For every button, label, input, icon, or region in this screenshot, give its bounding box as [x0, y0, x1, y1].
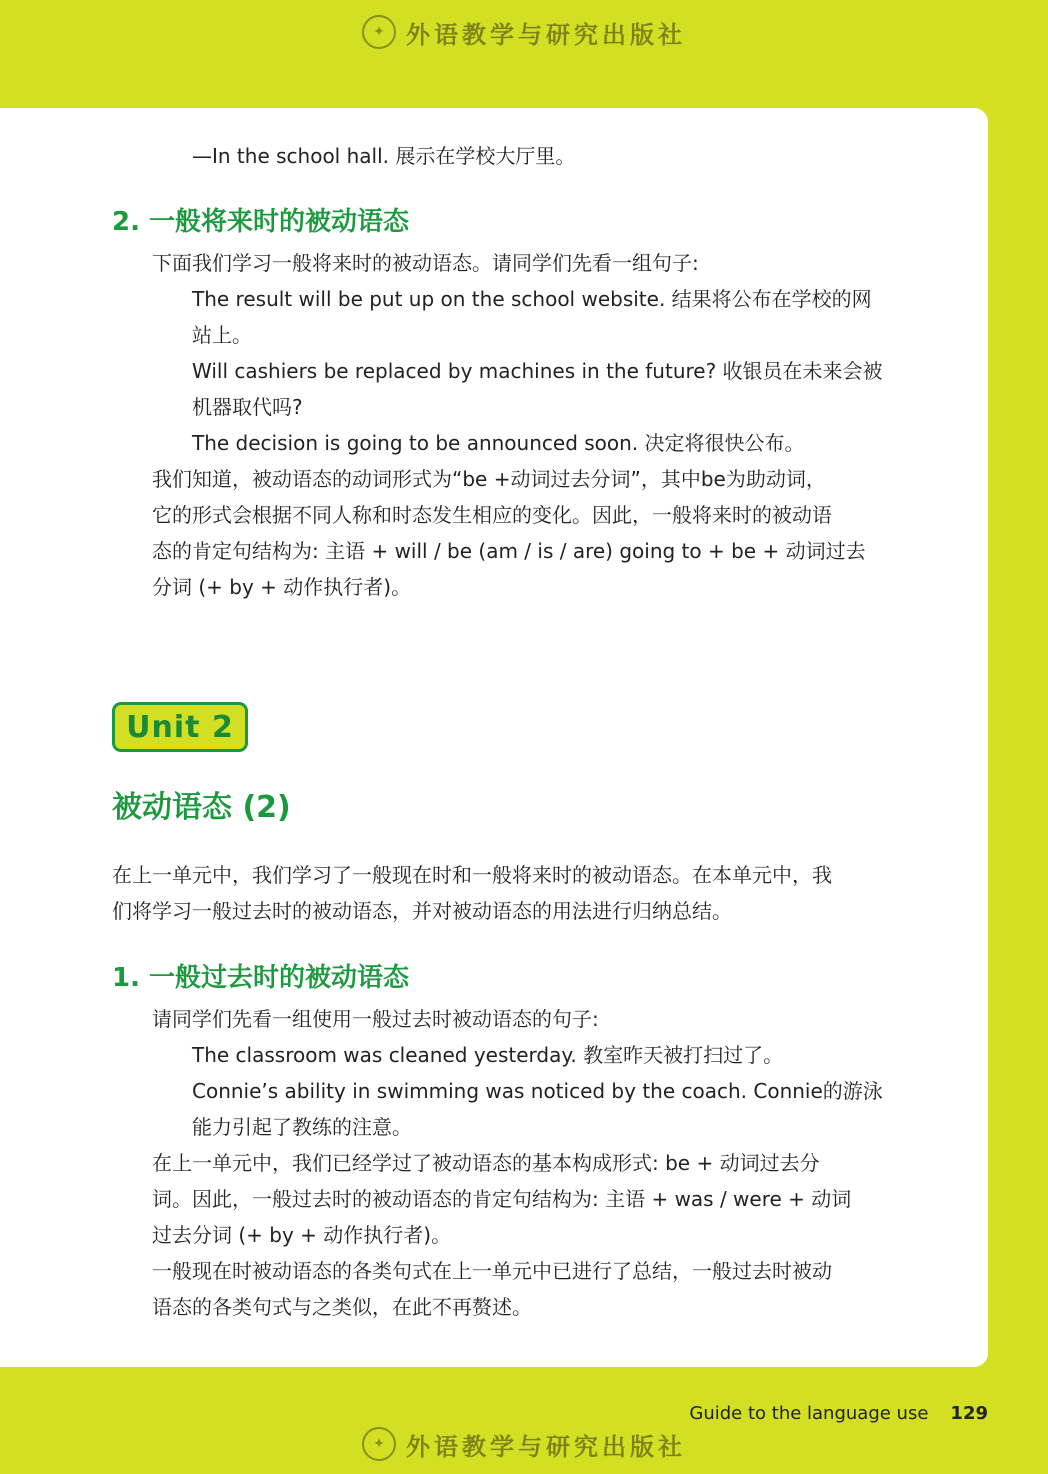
publisher-name: 外语教学与研究出版社: [406, 20, 686, 49]
example-line: Connie’s ability in swimming was noticed by the coach. Connie的游泳: [192, 1079, 883, 1103]
publisher-name: 外语教学与研究出版社: [406, 1432, 686, 1461]
section-heading-future: 2. 一般将来时的被动语态: [112, 207, 410, 237]
explanation-line: 它的形式会根据不同人称和时态发生相应的变化。因此，一般将来时的被动语: [152, 503, 832, 527]
footer-guide-text: Guide to the language use: [689, 1403, 929, 1424]
section-intro-past: 请同学们先看一组使用一般过去时被动语态的句子:: [152, 1007, 599, 1031]
example-line: 能力引起了教练的注意。: [192, 1115, 412, 1139]
publisher-footer: [0, 1424, 1048, 1464]
explanation-line: 语态的各类句式与之类似，在此不再赘述。: [152, 1295, 532, 1319]
unit-intro-line: 在上一单元中，我们学习了一般现在时和一般将来时的被动语态。在本单元中，我: [112, 863, 832, 887]
page-number: 129: [950, 1403, 988, 1424]
explanation-line: 一般现在时被动语态的各类句式在上一单元中已进行了总结，一般过去时被动: [152, 1259, 832, 1283]
answer-line: —In the school hall. 展示在学校大厅里。: [192, 144, 576, 168]
unit-badge: Unit 2: [112, 702, 248, 752]
page-content: [0, 108, 988, 1367]
example-line: 站上。: [192, 323, 252, 347]
publisher-logo-icon: ✦: [362, 15, 396, 49]
explanation-line: 态的肯定句结构为: 主语 + will / be (am / is / are) going to + be + 动词过去: [152, 539, 866, 563]
example-line: Will cashiers be replaced by machines in the future? 收银员在未来会被: [192, 359, 883, 383]
example-line: The classroom was cleaned yesterday. 教室昨天被打扫过了。: [192, 1043, 784, 1067]
page-footer: [689, 1403, 988, 1424]
explanation-line: 分词 (+ by + 动作执行者)。: [152, 575, 412, 599]
example-line: The result will be put up on the school website. 结果将公布在学校的网: [192, 287, 872, 311]
unit-title: 被动语态 (2): [112, 790, 291, 825]
unit-intro-line: 们将学习一般过去时的被动语态，并对被动语态的用法进行归纳总结。: [112, 899, 732, 923]
explanation-line: 词。因此，一般过去时的被动语态的肯定句结构为: 主语 + was / were + 动词: [152, 1187, 852, 1211]
section-heading-past: 1. 一般过去时的被动语态: [112, 963, 410, 993]
explanation-line: 我们知道，被动语态的动词形式为“be +动词过去分词”，其中be为助动词，: [152, 467, 826, 491]
publisher-logo-icon: ✦: [362, 1427, 396, 1461]
section-intro-future: 下面我们学习一般将来时的被动语态。请同学们先看一组句子:: [152, 251, 699, 275]
example-line: 机器取代吗?: [192, 395, 303, 419]
explanation-line: 在上一单元中，我们已经学过了被动语态的基本构成形式: be + 动词过去分: [152, 1151, 820, 1175]
explanation-line: 过去分词 (+ by + 动作执行者)。: [152, 1223, 452, 1247]
example-line: The decision is going to be announced soon. 决定将很快公布。: [192, 431, 805, 455]
publisher-header: [0, 12, 1048, 52]
